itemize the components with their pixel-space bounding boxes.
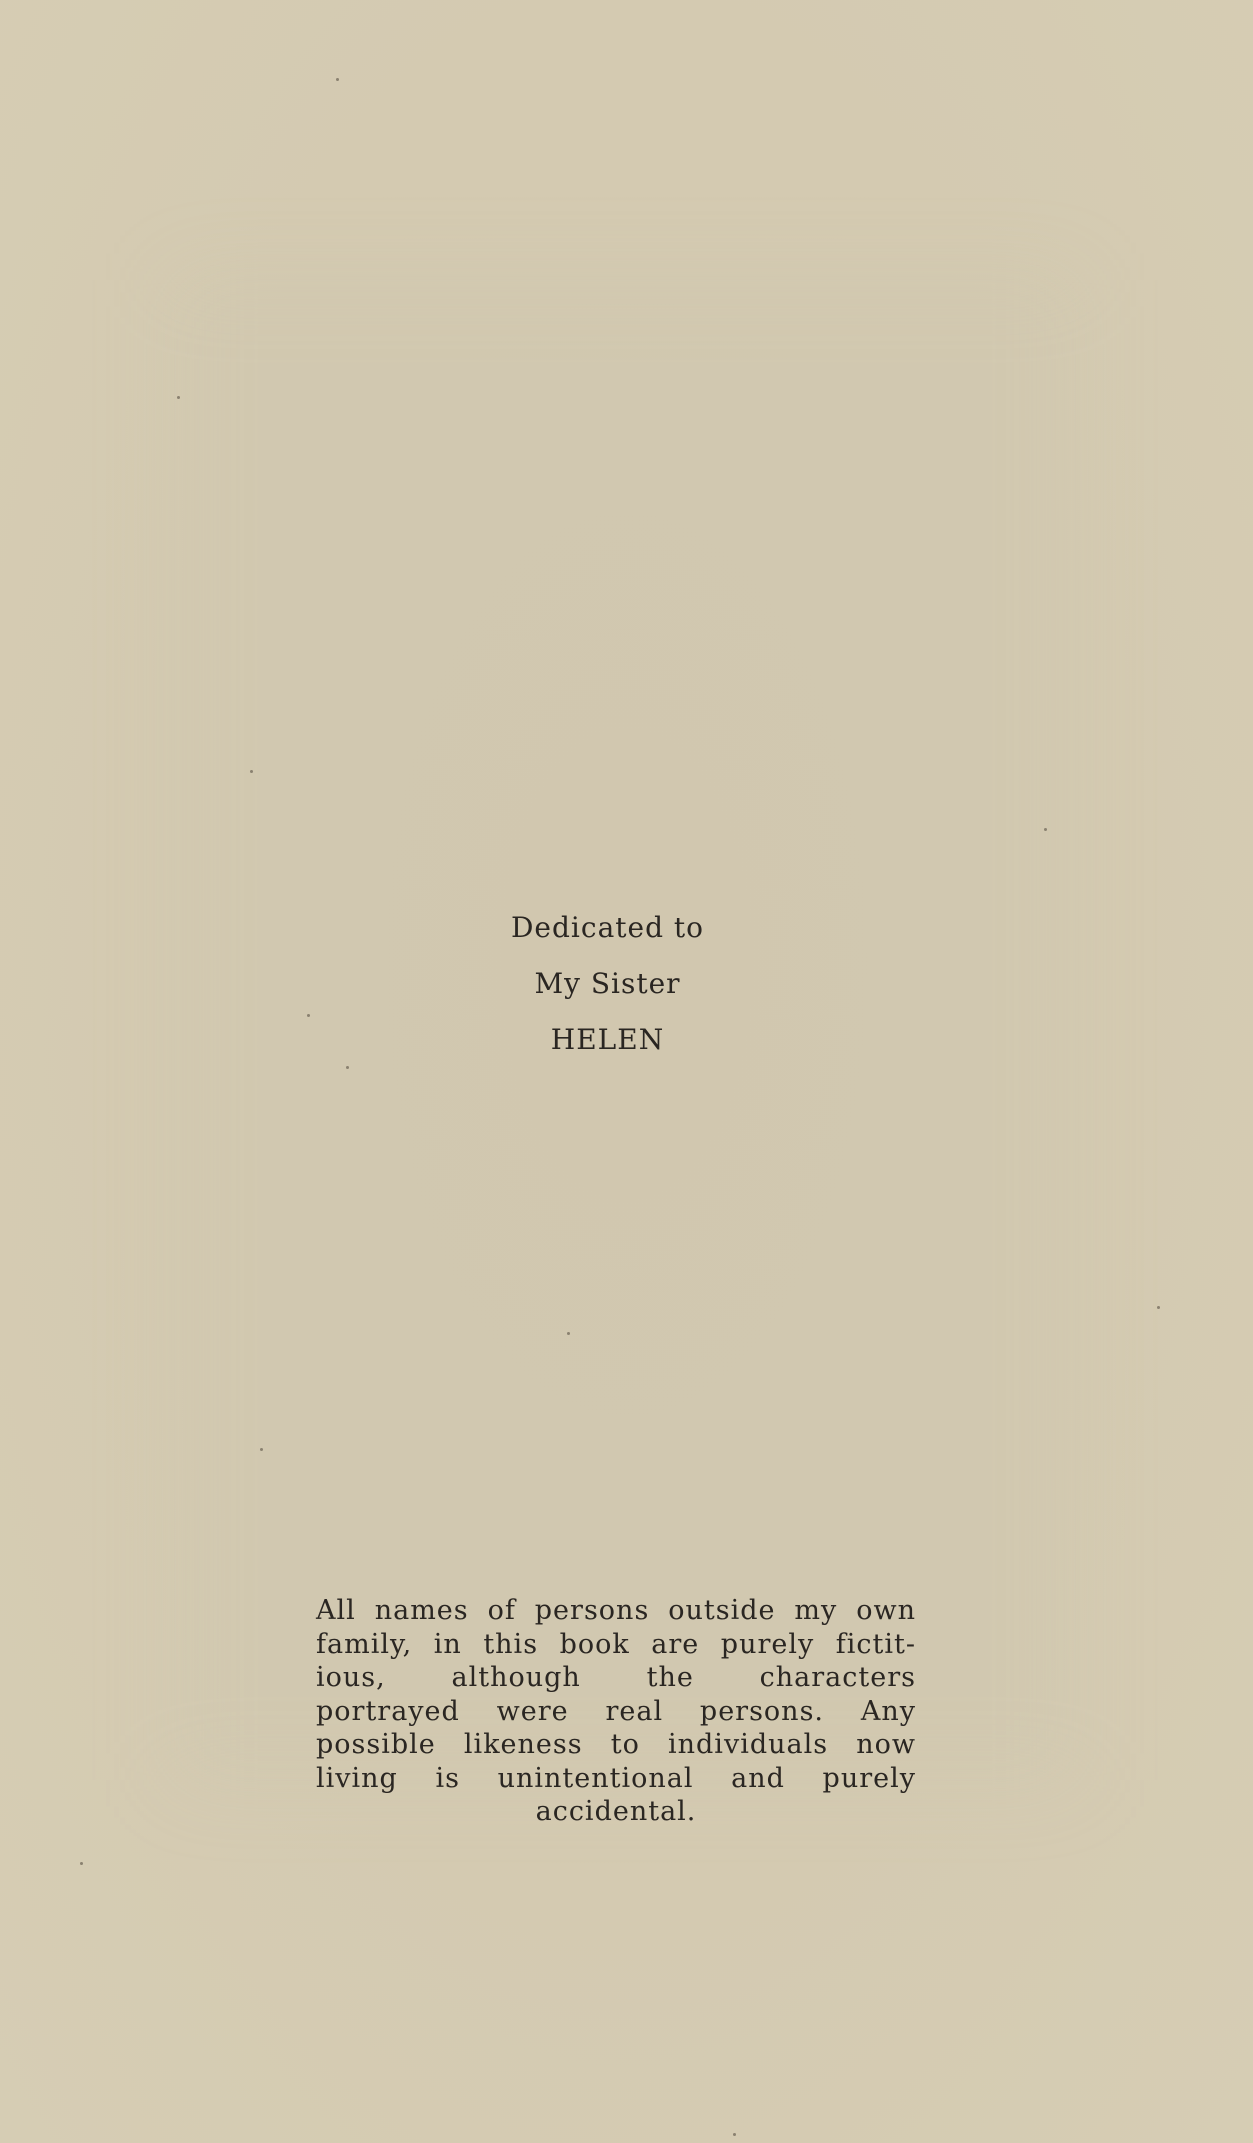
paper-speck [250,770,253,773]
paper-speck [1044,828,1047,831]
paper-speck [177,396,180,399]
dedication-line-2: My Sister [534,967,681,1000]
dedication-line-3: HELEN [550,1023,665,1056]
paper-speck [336,78,339,81]
paper-speck [346,1066,349,1069]
paper-speck [307,1014,310,1017]
paper-speck [567,1332,570,1335]
paper-speck [80,1862,83,1865]
paper-speck [260,1448,263,1451]
dedication [0,900,1215,1068]
dedication-line-1: Dedicated to [510,911,705,944]
paper-speck [1157,1306,1160,1309]
disclaimer-paragraph: All names of persons outside my own family, in this book are purely fictit- ious, although the characters portrayed were real persons. Any possible likeness to individuals now living is unintentional and purely accidental. [316,1595,916,1827]
paper-speck [733,2133,736,2136]
